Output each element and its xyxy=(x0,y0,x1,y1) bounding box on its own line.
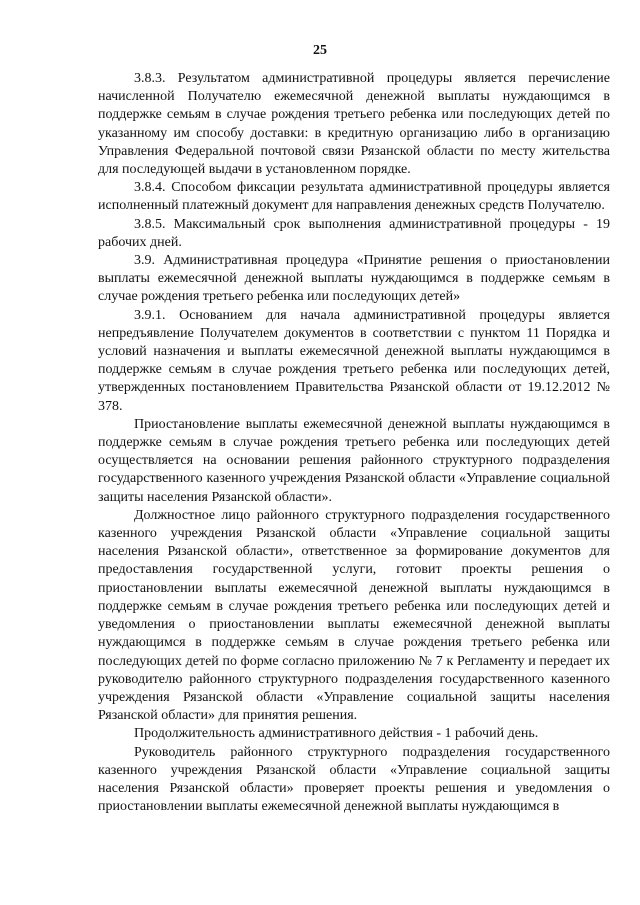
paragraph-head-review: Руководитель районного структурного подразделения государственного казенного учреждения Рязанской области «Управление социальной защиты населения Рязанской области» проверяет проекты решения и уведомления о приостановлении выплаты ежемесячной денежной выплаты нуждающимся в xyxy=(98,744,610,815)
paragraph-duration: Продолжительность административного действия - 1 рабочий день. xyxy=(134,726,539,742)
page-number: 25 xyxy=(313,43,327,58)
document-body xyxy=(98,70,610,816)
paragraph-official: Должностное лицо районного структурного подразделения государственного казенного учреждения Рязанской области «Управление социальной защиты населения Рязанской области», ответственное за формирование документов для предоставления государственной услуги, готовит проекты решения о приостановлении выплаты ежемесячной денежной выплаты нуждающимся в поддержке семьям в случае рождения третьего ребенка или последующих детей и уведомления о приостановлении выплаты ежемесячной денежной выплаты нуждающимся в поддержке семьям в случае рождения третьего ребенка или последующих детей по форме согласно приложению № 7 к Регламенту и передает их руководителю районного структурного подразделения государственного казенного учреждения Рязанской области «Управление социальной защиты населения Рязанской области» для принятия решения. xyxy=(98,507,610,724)
paragraph-3-8-3: 3.8.3. Результатом административной процедуры является перечисление начисленной Получателю ежемесячной денежной выплаты нуждающимся в поддержке семьям в случае рождения третьего ребенка или последующих детей по указанному им способу доставки: в кредитную организацию либо в организацию Управления Федеральной почтовой связи Рязанской области по месту жительства для последующей выдачи в установленном порядке. xyxy=(98,71,610,178)
paragraph-3-8-5: 3.8.5. Максимальный срок выполнения административной процедуры - 19 рабочих дней. xyxy=(98,216,610,250)
paragraph-3-8-4: 3.8.4. Способом фиксации результата административной процедуры является исполненный платежный документ для направления денежных средств Получателю. xyxy=(98,180,610,214)
paragraph-suspension: Приостановление выплаты ежемесячной денежной выплаты нуждающимся в поддержке семьям в случае рождения третьего ребенка или последующих детей осуществляется на основании решения районного структурного подразделения государственного казенного учреждения Рязанской области «Управление социальной защиты населения Рязанской области». xyxy=(98,416,610,505)
paragraph-3-9-1: 3.9.1. Основанием для начала административной процедуры является непредъявление Получателем документов в соответствии с пунктом 11 Порядка и условий назначения и выплаты ежемесячной денежной выплаты нуждающимся в поддержке семьям в случае рождения третьего ребенка или последующих детей, утвержденных постановлением Правительства Рязанской области от 19.12.2012 № 378. xyxy=(98,307,610,414)
paragraph-3-9: 3.9. Административная процедура «Принятие решения о приостановлении выплаты ежемесячной денежной выплаты нуждающимся в поддержке семьям в случае рождения третьего ребенка или последующих детей» xyxy=(98,253,610,305)
